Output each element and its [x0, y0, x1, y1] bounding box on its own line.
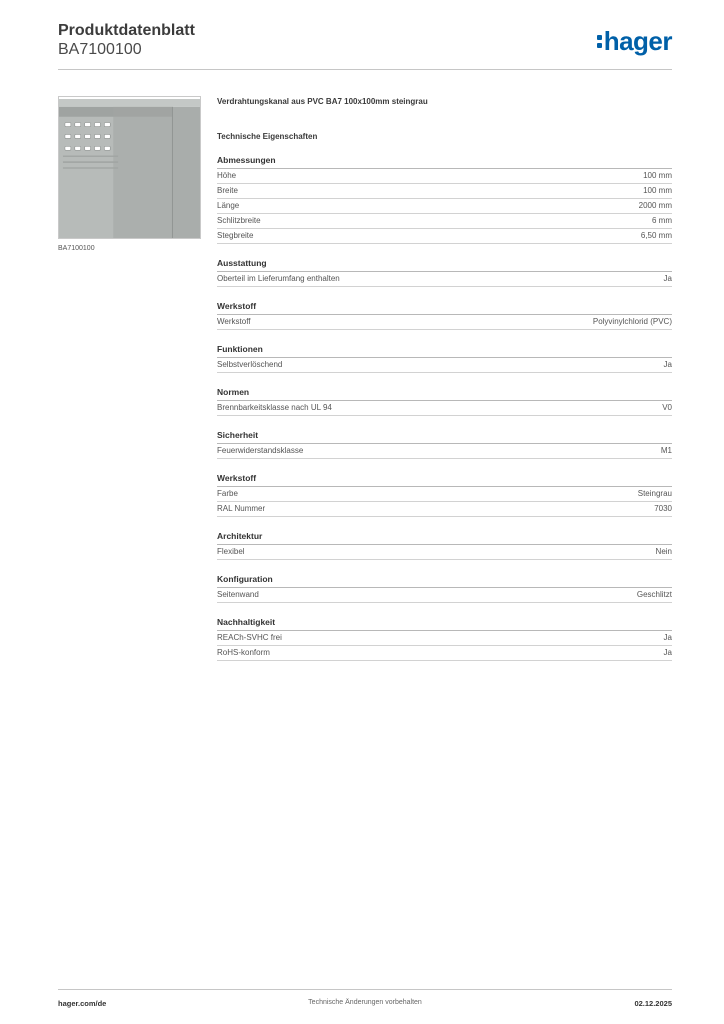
cable-duct-illustration — [59, 97, 200, 238]
spec-label: Stegbreite — [217, 231, 254, 240]
spec-label: Feuerwiderstandsklasse — [217, 446, 304, 455]
spec-row — [217, 588, 672, 603]
section-abmessungen — [217, 155, 672, 244]
section-title: Werkstoff — [217, 473, 672, 487]
spec-row — [217, 646, 672, 661]
spec-content — [217, 96, 672, 661]
spec-value: Nein — [655, 547, 672, 556]
spec-value: 100 mm — [643, 186, 672, 195]
page-footer — [58, 999, 672, 1009]
section-title: Ausstattung — [217, 258, 672, 272]
spec-row — [217, 169, 672, 184]
section-nachhaltigkeit — [217, 617, 672, 661]
spec-value: 100 mm — [643, 171, 672, 180]
spec-value: Ja — [663, 633, 672, 642]
spec-row — [217, 272, 672, 287]
spec-label: Farbe — [217, 489, 238, 498]
product-image — [58, 96, 201, 239]
spec-row — [217, 444, 672, 459]
spec-row — [217, 631, 672, 646]
spec-row — [217, 401, 672, 416]
spec-value: Polyvinylchlorid (PVC) — [592, 317, 672, 326]
spec-row — [217, 229, 672, 244]
article-number: BA7100100 — [58, 41, 142, 58]
spec-row — [217, 184, 672, 199]
section-ausstattung — [217, 258, 672, 287]
hager-logo — [597, 28, 672, 54]
section-funktionen — [217, 344, 672, 373]
section-title: Abmessungen — [217, 155, 672, 169]
spec-row — [217, 487, 672, 502]
section-architektur — [217, 531, 672, 560]
spec-label: REACh-SVHC frei — [217, 633, 282, 642]
header-divider — [58, 69, 672, 70]
spec-value: Ja — [663, 360, 672, 369]
spec-label: Schlitzbreite — [217, 216, 261, 225]
section-title: Werkstoff — [217, 301, 672, 315]
spec-value: 2000 mm — [638, 201, 672, 210]
spec-row — [217, 545, 672, 560]
section-title: Architektur — [217, 531, 672, 545]
page-title: Produktdatenblatt — [58, 22, 195, 39]
spec-value: Ja — [663, 648, 672, 657]
spec-label: RAL Nummer — [217, 504, 266, 513]
section-normen — [217, 387, 672, 416]
spec-label: Höhe — [217, 171, 237, 180]
spec-value: M1 — [660, 446, 672, 455]
spec-value: 7030 — [654, 504, 672, 513]
spec-label: Brennbarkeitsklasse nach UL 94 — [217, 403, 332, 412]
footer-website-link[interactable]: hager.com/de — [58, 999, 107, 1008]
tech-properties-heading: Technische Eigenschaften — [217, 132, 318, 141]
product-name: Verdrahtungskanal aus PVC BA7 100x100mm steingrau — [217, 97, 428, 106]
spec-label: Länge — [217, 201, 240, 210]
spec-row — [217, 214, 672, 229]
spec-value: Geschlitzt — [636, 590, 672, 599]
footer-disclaimer: Technische Änderungen vorbehalten — [308, 999, 422, 1006]
spec-row — [217, 358, 672, 373]
section-werkstoff — [217, 301, 672, 330]
section-title: Sicherheit — [217, 430, 672, 444]
section-title: Nachhaltigkeit — [217, 617, 672, 631]
section-title: Konfiguration — [217, 574, 672, 588]
spec-label: Flexibel — [217, 547, 245, 556]
logo-text: hager — [603, 26, 672, 56]
section-werkstoff-farbe — [217, 473, 672, 517]
spec-value: 6,50 mm — [640, 231, 672, 240]
footer-divider — [58, 989, 672, 990]
spec-label: Werkstoff — [217, 317, 251, 326]
page-header — [58, 22, 672, 70]
spec-label: Selbstverlöschend — [217, 360, 283, 369]
spec-label: Seitenwand — [217, 590, 259, 599]
footer-date: 02.12.2025 — [634, 999, 672, 1008]
spec-row — [217, 315, 672, 330]
spec-label: RoHS-konform — [217, 648, 270, 657]
spec-value: V0 — [662, 403, 672, 412]
section-title: Funktionen — [217, 344, 672, 358]
spec-value: 6 mm — [652, 216, 672, 225]
section-sicherheit — [217, 430, 672, 459]
image-caption: BA7100100 — [58, 245, 95, 252]
spec-row — [217, 502, 672, 517]
section-title: Normen — [217, 387, 672, 401]
spec-label: Oberteil im Lieferumfang enthalten — [217, 274, 340, 283]
spec-label: Breite — [217, 186, 238, 195]
spec-value: Steingrau — [637, 489, 672, 498]
logo-mark-icon — [597, 31, 602, 51]
spec-value: Ja — [663, 274, 672, 283]
spec-row — [217, 199, 672, 214]
section-konfiguration — [217, 574, 672, 603]
